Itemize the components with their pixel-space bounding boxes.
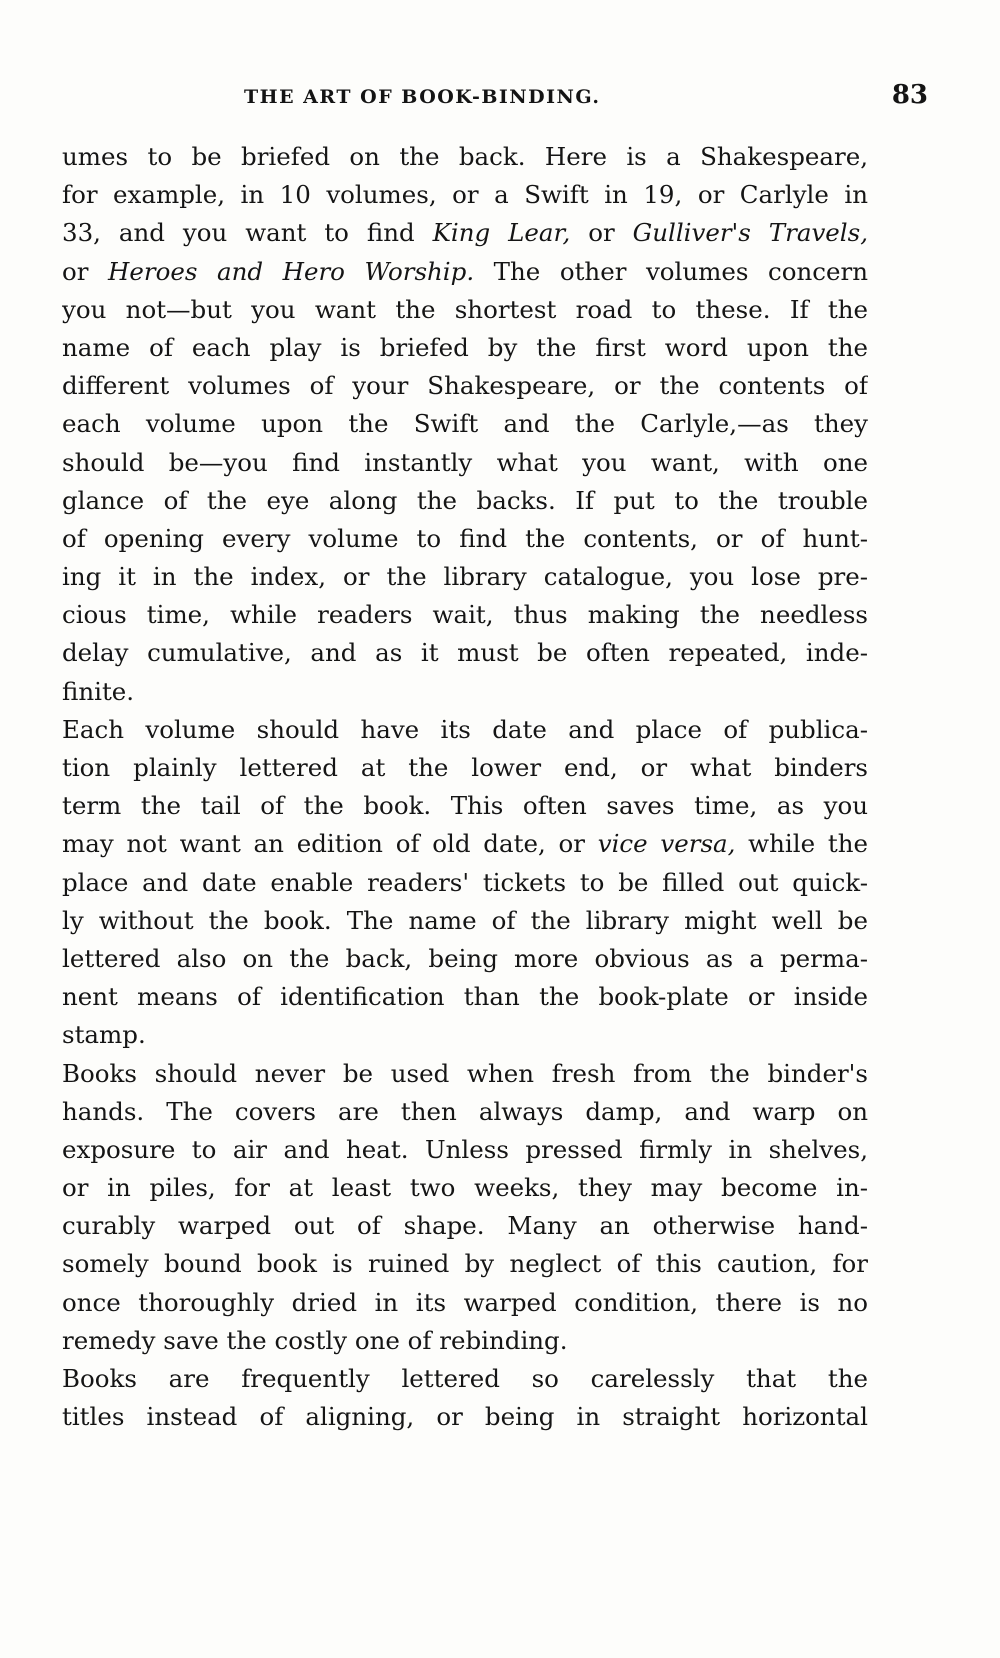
text-line: delay cumulative, and as it must be often repeated, inde- <box>62 638 868 668</box>
text-line: cious time, while readers wait, thus making the needless <box>62 600 868 630</box>
text-line: exposure to air and heat. Unless pressed firmly in shelves, <box>62 1134 868 1164</box>
text-line: name of each play is briefed by the first word upon the <box>62 332 868 362</box>
text-line: Books are frequently lettered so carelessly that the <box>62 1364 868 1393</box>
running-head: THE ART OF BOOK-BINDING. <box>244 86 601 108</box>
italic-title: Heroes and Hero Worship. <box>108 256 475 286</box>
text-line: 33, and you want to find King Lear, or Gulliver's Travels, <box>62 218 868 248</box>
italic-title: Gulliver's Travels, <box>632 218 868 248</box>
text-line: umes to be briefed on the back. Here is a Shakespeare, <box>62 142 868 171</box>
text-line: nent means of identification than the book-plate or inside <box>62 982 868 1012</box>
text-line: tion plainly lettered at the lower end, or what binders <box>62 753 868 782</box>
text-line: glance of the eye along the backs. If put to the trouble <box>62 485 868 515</box>
italic-title: King Lear, <box>432 218 571 248</box>
page-number: 83 <box>891 80 928 110</box>
text-line: remedy save the costly one of rebinding. <box>62 1325 568 1355</box>
text-line: or in piles, for at least two weeks, they may become in- <box>62 1173 868 1203</box>
text-line: somely bound book is ruined by neglect of this caution, for <box>62 1249 868 1279</box>
text-line: should be—you find instantly what you want, with one <box>62 447 868 477</box>
text-line: lettered also on the back, being more obvious as a perma- <box>62 943 868 973</box>
text-line: ly without the book. The name of the library might well be <box>62 905 868 935</box>
text-line: Books should never be used when fresh from the binder's <box>62 1058 868 1088</box>
text-line: may not want an edition of old date, or vice versa, while the <box>62 829 868 859</box>
text-line: stamp. <box>62 1020 146 1050</box>
text-line: Each volume should have its date and place of publica- <box>62 714 868 744</box>
page-header <box>60 80 936 120</box>
text-line: curably warped out of shape. Many an otherwise hand- <box>62 1211 868 1241</box>
text-line: or Heroes and Hero Worship. The other volumes concern <box>62 256 868 286</box>
text-line: different volumes of your Shakespeare, or the contents of <box>62 371 868 401</box>
text-line: of opening every volume to find the contents, or of hunt- <box>62 523 868 553</box>
body-text <box>62 138 868 1436</box>
text-line: each volume upon the Swift and the Carlyle,—as they <box>62 409 868 439</box>
italic-title: vice versa, <box>597 829 736 859</box>
text-line: hands. The covers are then always damp, and warp on <box>62 1096 868 1126</box>
text-line: you not—but you want the shortest road to these. If the <box>62 294 868 324</box>
text-line: ing it in the index, or the library catalogue, you lose pre- <box>62 562 868 592</box>
text-line: titles instead of aligning, or being in straight horizontal <box>62 1402 868 1432</box>
text-line: for example, in 10 volumes, or a Swift in 19, or Carlyle in <box>62 180 868 210</box>
text-line: once thoroughly dried in its warped condition, there is no <box>62 1287 868 1317</box>
text-line: term the tail of the book. This often saves time, as you <box>62 791 868 821</box>
text-line: place and date enable readers' tickets to be filled out quick- <box>62 867 868 897</box>
text-line: finite. <box>62 676 135 706</box>
